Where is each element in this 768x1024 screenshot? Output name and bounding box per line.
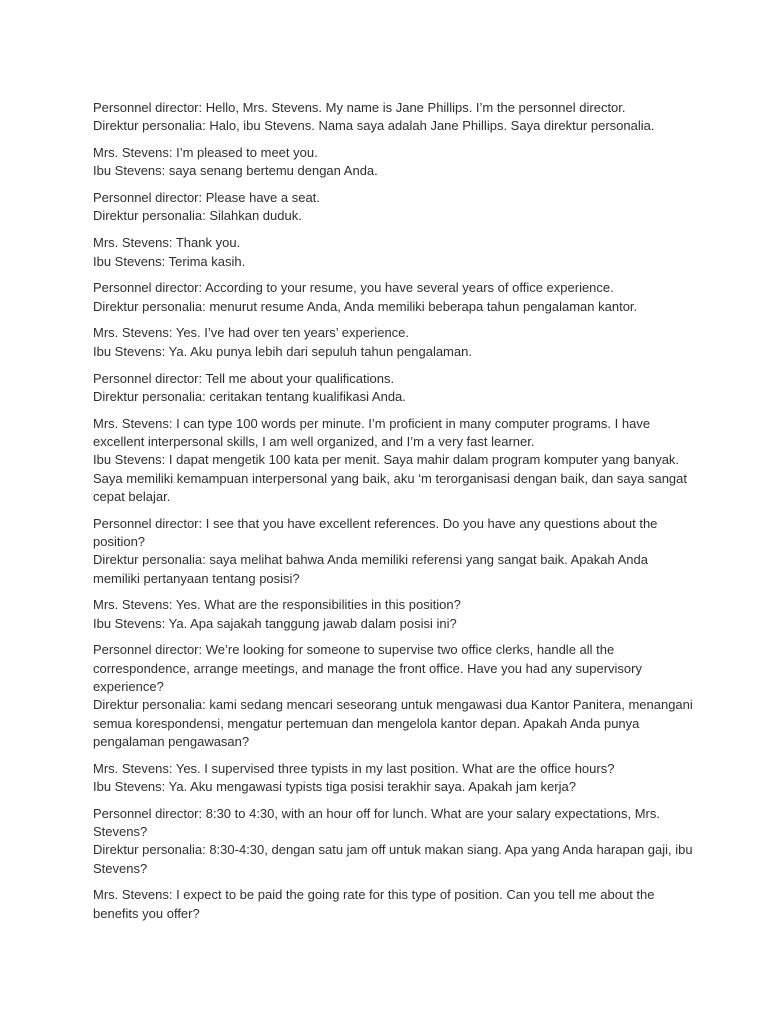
document-page [93,99,693,932]
english-line: Personnel director: I see that you have excellent references. Do you have any questions about the position? [93,515,658,549]
english-line: Mrs. Stevens: I can type 100 words per minute. I’m proficient in many computer programs. I have excellent interpersonal skills, I am well organized, and I’m a very fast learner. [93,415,651,449]
english-line: Mrs. Stevens: I’m pleased to meet you. [93,145,318,161]
indonesian-line: Direktur personalia: Silahkan duduk. [93,208,302,224]
indonesian-line: Ibu Stevens: Ya. Aku mengawasi typists tiga posisi terakhir saya. Apakah jam kerja? [93,779,576,794]
indonesian-line: Ibu Stevens: saya senang bertemu dengan Anda. [93,163,378,179]
dialogue-paragraph [93,641,693,751]
indonesian-line: Direktur personalia: kami sedang mencari seseorang untuk mengawasi dua Kantor Panitera, menangani semua korespondensi, mengatur pertemuan dan mengelola kantor depan. Apakah Anda punya pengalaman pengawasan? [93,697,693,749]
english-line: Mrs. Stevens: Thank you. [93,235,241,251]
english-line: Personnel director: 8:30 to 4:30, with an hour off for lunch. What are your salary expectations, Mrs. Stevens? [93,805,660,840]
english-line: Mrs. Stevens: Yes. I supervised three typists in my last position. What are the office hours? [93,760,615,776]
dialogue-paragraph [93,189,693,226]
english-line: Personnel director: Please have a seat. [93,190,320,206]
indonesian-line: Direktur personalia: Halo, ibu Stevens. Nama saya adalah Jane Phillips. Saya direktur personalia. [93,118,655,134]
dialogue-paragraph [93,886,693,923]
dialogue-paragraph [93,515,693,588]
indonesian-line: Direktur personalia: ceritakan tentang kualifikasi Anda. [93,388,406,404]
english-line: Personnel director: Hello, Mrs. Stevens. My name is Jane Phillips. I’m the personnel director. [93,100,626,115]
indonesian-line: Direktur personalia: menurut resume Anda, Anda memiliki beberapa tahun pengalaman kantor. [93,298,638,314]
dialogue-paragraph [93,415,693,506]
dialogue-paragraph [93,99,693,136]
dialogue-paragraph [93,144,693,181]
indonesian-line: Ibu Stevens: Ya. Apa sajakah tanggung jawab dalam posisi ini? [93,615,457,631]
english-line: Personnel director: Tell me about your qualifications. [93,370,395,386]
dialogue-paragraph [93,370,693,407]
indonesian-line: Direktur personalia: 8:30-4:30, dengan satu jam off untuk makan siang. Apa yang Anda harapan gaji, ibu Stevens? [93,842,693,876]
dialogue-paragraph [93,279,693,316]
english-line: Mrs. Stevens: Yes. What are the responsibilities in this position? [93,597,461,613]
english-line: Personnel director: We’re looking for someone to supervise two office clerks, handle all the correspondence, arrange meetings, and manage the front office. Have you had any supervisory experience? [93,642,642,695]
indonesian-line: Ibu Stevens: Ya. Aku punya lebih dari sepuluh tahun pengalaman. [93,343,472,359]
dialogue-paragraph [93,760,693,797]
english-line: Personnel director: According to your resume, you have several years of office experience. [93,280,614,296]
english-line: Mrs. Stevens: I expect to be paid the going rate for this type of position. Can you tell me about the benefits you offer? [93,887,655,921]
indonesian-line: Ibu Stevens: Terima kasih. [93,253,246,269]
dialogue-paragraph [93,805,693,878]
indonesian-line: Ibu Stevens: I dapat mengetik 100 kata per menit. Saya mahir dalam program komputer yang banyak. Saya memiliki kemampuan interpersonal yang baik, aku ‘m terorganisasi dengan baik, dan saya sangat cepat belajar. [93,452,687,504]
dialogue-paragraph [93,596,693,633]
english-line: Mrs. Stevens: Yes. I’ve had over ten years’ experience. [93,325,410,341]
indonesian-line: Direktur personalia: saya melihat bahwa Anda memiliki referensi yang sangat baik. Apakah Anda memiliki pertanyaan tentang posisi? [93,552,648,586]
dialogue-paragraph [93,324,693,361]
dialogue-paragraph [93,234,693,271]
